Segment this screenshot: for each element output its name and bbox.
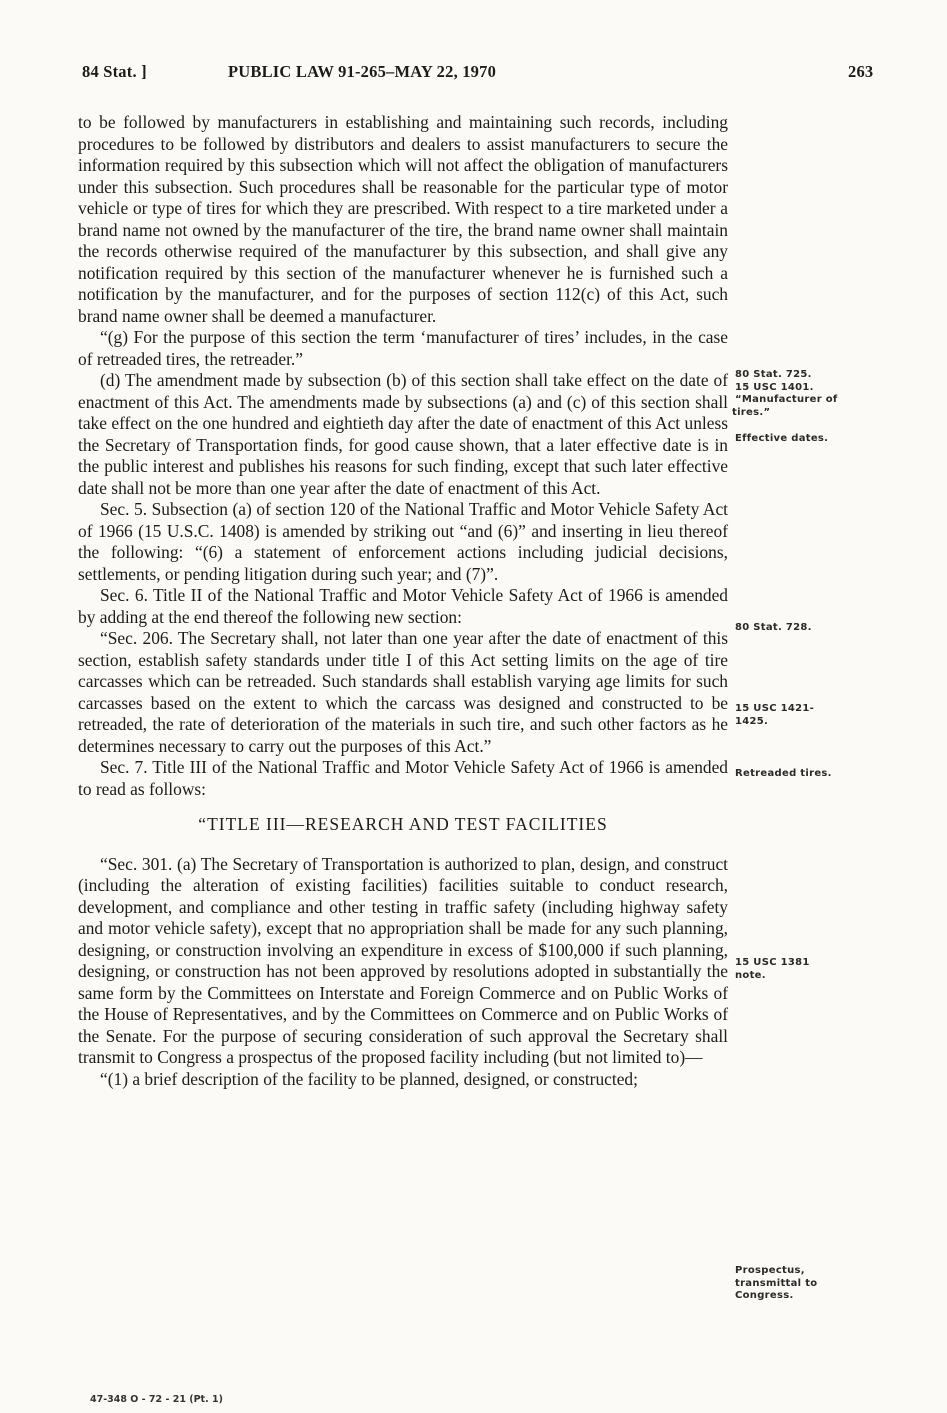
margin-usc-1401: 15 USC 1401.: [735, 381, 814, 393]
margin-stat-725: 80 Stat. 725.: [735, 369, 812, 380]
margin-transmittal-to: transmittal to: [735, 1277, 818, 1289]
margin-note-effective-dates: [735, 433, 885, 446]
margin-tires: tires.”: [732, 406, 771, 418]
paragraph-subsection-d: (d) The amendment made by subsection (b) of this section shall take effect on the date of enactment of this Act. The amendments made by subsections (a) and (c) of this section shall take effect on the one hundred and eightieth day after the date of enactment of this Act unless the Secretary of Transportation finds, for good cause shown, that a later effective date is in the public interest and publishes his reasons for such finding, except that such later effective date shall not be more than one year after the date of enactment of this Act.: [78, 370, 728, 498]
paragraph-subsection-g: “(g) For the purpose of this section the term ‘manufacturer of tires’ includes, in the case of retreaded tires, the retreader.”: [78, 327, 728, 369]
margin-note-usc-1381: [735, 957, 885, 982]
margin-congress: Congress.: [735, 1290, 794, 1301]
paragraph-item-1: “(1) a brief description of the facility to be planned, designed, or constructed;: [100, 1068, 638, 1089]
margin-manufacturer-of: “Manufacturer of: [735, 394, 838, 405]
running-head-title: PUBLIC LAW 91-265–MAY 22, 1970: [228, 62, 497, 81]
margin-effective-dates: Effective dates.: [735, 433, 829, 444]
margin-note-stat-728: [735, 622, 885, 635]
paragraph-sec-301: “Sec. 301. (a) The Secretary of Transportation is authorized to plan, design, and construct (including the alteration of existing facilities) facilities suitable to conduct research, development, and compliance and other testing in traffic safety (including highway safety and motor vehicle safety), except that no appropriation shall be made for any such planning, designing, or construction involving an expenditure in excess of $100,000 if such planning, designing, or construction has not been approved by resolutions adopted in substantially the same form by the Committees on Interstate and Foreign Commerce and on Public Works of the House of Representatives, and by the Committees on Commerce and on Public Works of the Senate. For the purpose of securing consideration of such approval the Secretary shall transmit to Congress a prospectus of the proposed facility including (but not limited to)—: [78, 853, 728, 1067]
page-number: 263: [848, 62, 874, 81]
margin-note-citation: [732, 369, 885, 419]
margin-usc-1421: 15 USC 1421-: [735, 703, 815, 714]
margin-usc-1425: 1425.: [735, 715, 769, 727]
margin-note-prospectus: [735, 1265, 885, 1303]
margin-note-usc-1421: [735, 703, 885, 728]
paragraph-sec-5: Sec. 5. Subsection (a) of section 120 of the National Traffic and Motor Vehicle Safety Act of 1966 (15 U.S.C. 1408) is amended by striking out “and (6)” and inserting in lieu thereof the following: “(6) a statement of enforcement actions including judicial decisions, settlements, or pending litigation during such year; and (7)”.: [78, 499, 728, 584]
margin-retreaded-tires: Retreaded tires.: [735, 768, 832, 779]
print-footer: 47-348 O - 72 - 21 (Pt. 1): [90, 1394, 223, 1405]
paragraph-sec-7: Sec. 7. Title III of the National Traffic and Motor Vehicle Safety Act of 1966 is amended to read as follows:: [78, 757, 728, 799]
margin-usc-1381: 15 USC 1381: [735, 957, 810, 968]
paragraph-sec-6: Sec. 6. Title II of the National Traffic and Motor Vehicle Safety Act of 1966 is amended by adding at the end thereof the following new section:: [78, 585, 728, 627]
paragraph-sec-206: “Sec. 206. The Secretary shall, not later than one year after the date of enactment of this section, establish safety standards under title I of this Act setting limits on the age of tire carcasses which can be retreaded. Such standards shall establish varying age limits for such carcasses based on the extent to which the carcass was designed and constructed to be retreaded, the rate of deterioration of the materials in such tire, and such other factors as he determines necessary to carry out the purposes of this Act.”: [78, 628, 728, 756]
running-head-statute: 84 Stat. ]: [82, 62, 147, 81]
title-heading: “TITLE III—RESEARCH AND TEST FACILITIES: [198, 814, 608, 834]
margin-note-retreaded: [735, 768, 885, 781]
statute-text: [78, 112, 728, 1090]
margin-note-word: note.: [735, 969, 766, 981]
margin-stat-728: 80 Stat. 728.: [735, 622, 812, 633]
margin-prospectus: Prospectus,: [735, 1265, 805, 1276]
paragraph-continuation: to be followed by manufacturers in establishing and maintaining such records, including procedures to be followed by distributors and dealers to assist manufacturers to secure the information required by this subsection which will not affect the obligation of manufacturers under this subsection. Such procedures shall be reasonable for the particular type of motor vehicle or type of tires for which they are prescribed. With respect to a tire marketed under a brand name not owned by the manufacturer of the tire, the brand name owner shall maintain the records otherwise required of the manufacturer by this subsection, and shall give any notification required by this section of the manufacturer whenever he is furnished such a notification by the manufacturer, and for the purposes of section 112(c) of this Act, such brand name owner shall be deemed a manufacturer.: [78, 112, 728, 326]
